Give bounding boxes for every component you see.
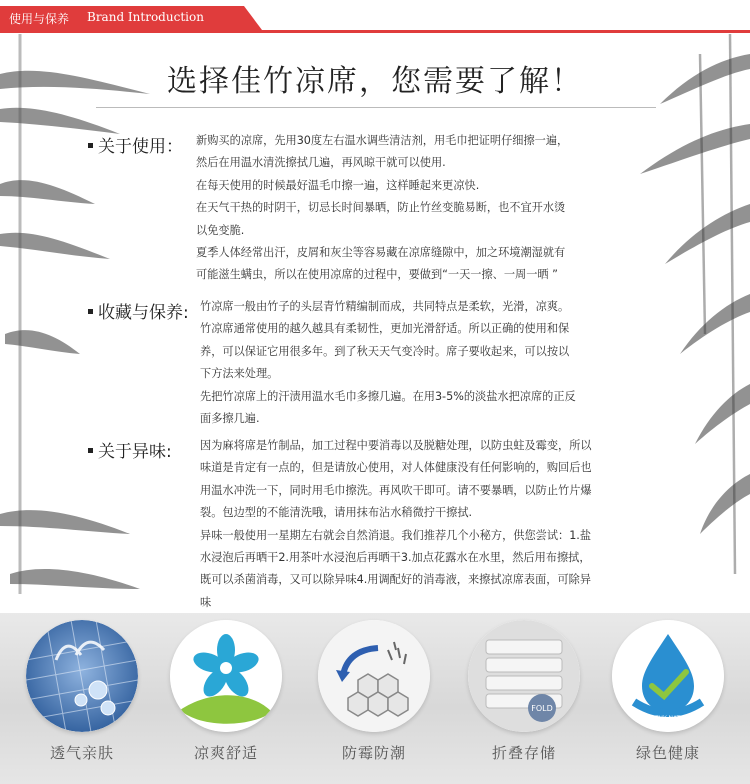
bamboo-right-decoration [600, 34, 750, 574]
body-line: 因为麻将席是竹制品，加工过程中要消毒以及脱糖处理，以防虫蛀及霉变，所以 [200, 439, 592, 452]
svg-text:FOLD: FOLD [531, 704, 553, 713]
feature-cool [166, 620, 286, 763]
header-divider [0, 30, 750, 33]
header-title-en: Brand Introduction [87, 10, 204, 24]
body-line: 在天气干热的时阴干，切忌长时间暴晒，防止竹丝变脆易断，也不宜开水烫 [196, 201, 566, 215]
cool-flower-icon [170, 620, 282, 732]
feature-label: 绿色健康 [635, 744, 700, 762]
feature-label: 凉爽舒适 [193, 744, 258, 762]
bullet-square-icon [88, 448, 93, 453]
page-title: 选择佳竹凉席，您需要了解！ [167, 64, 583, 99]
section-label: 收藏与保养: [88, 298, 189, 323]
body-line: 既可以杀菌消毒，又可以除异味4.用调配好的消毒液，来擦拭凉席表面，可除异 [200, 573, 592, 587]
section-body [200, 435, 592, 614]
body-line: 可能滋生螨虫，所以在使用凉席的过程中，要做到“一天一擦、一周一晒 ” [196, 268, 558, 282]
section-header [0, 0, 750, 34]
body-line: 下方法来处理。 [200, 367, 279, 381]
feature-breathable [22, 620, 142, 763]
body-line: 竹凉席通常使用的越久越具有柔韧性，更加光滑舒适。所以正确的使用和保 [200, 322, 570, 336]
body-line: 味 [200, 595, 212, 609]
feature-fold [464, 620, 584, 763]
fold-storage-icon [468, 620, 580, 732]
breathable-fabric-icon [26, 620, 138, 732]
body-line: 先把竹凉席上的汗渍用温水毛巾多擦几遍。在用3-5%的淡盐水把凉席的正反 [200, 389, 576, 403]
body-line: 味道是肯定有一点的，但是请放心使用，对人体健康没有任何影响的，购回后也 [200, 461, 592, 475]
body-line: 面多擦几遍. [200, 412, 260, 426]
feature-healthy [608, 620, 728, 763]
healthy-natural-drop-icon [612, 620, 724, 732]
section-label: 关于使用： [88, 132, 183, 157]
body-line: 水浸泡后再晒干2.用茶叶水浸泡后再晒干3.加点花露水在水里，然后用布擦拭， [200, 551, 591, 565]
body-line: 在每天使用的时候最好温毛巾擦一遍，这样睡起来更凉快. [196, 178, 480, 192]
body-line: 养，可以保证它用很多年。到了秋天天气变冷时。席子要收起来，可以按以 [200, 344, 570, 358]
feature-antimold [314, 620, 434, 763]
body-line: 然后在用温水清洗擦拭几遍，再风晾干就可以使用. [196, 156, 446, 170]
feature-label: 折叠存储 [491, 744, 556, 762]
section-label: 关于异味: [88, 437, 172, 462]
body-line: 异味一般使用一星期左右就会自然消退。我们推荐几个小秘方，供您尝试：1.盐 [200, 528, 592, 542]
body-line: 夏季人体经常出汗，皮屑和灰尘等容易藏在凉席缝隙中，加之环境潮湿就有 [196, 246, 566, 260]
header-title-cn: 使用与保养 [9, 12, 70, 26]
section-body [200, 296, 576, 430]
section-body [196, 130, 568, 287]
anti-mold-honeycomb-icon [318, 620, 430, 732]
feature-label: 透气亲肤 [49, 744, 114, 762]
body-line: 新购买的凉席，先用30度左右温水调些清洁剂，用毛巾把证明仔细擦一遍， [196, 134, 569, 147]
svg-text:HEALTHY NATURAL: HEALTHY NATURAL [639, 715, 697, 722]
title-underline [96, 107, 656, 108]
body-line: 以免变脆. [196, 223, 245, 237]
body-line: 裂。包边型的不能清洗哦，请用抹布沾水稍微拧干擦拭. [200, 506, 473, 520]
feature-label: 防霉防潮 [341, 744, 406, 762]
bullet-square-icon [88, 309, 93, 314]
body-line: 竹凉席一般由竹子的头层青竹精编制而成，共同特点是柔软，光滑，凉爽。 [200, 300, 570, 313]
bullet-square-icon [88, 143, 93, 148]
body-line: 用温水冲洗一下，同时用毛巾擦洗。再风吹干即可。请不要暴晒，以防止竹片爆 [200, 483, 592, 497]
